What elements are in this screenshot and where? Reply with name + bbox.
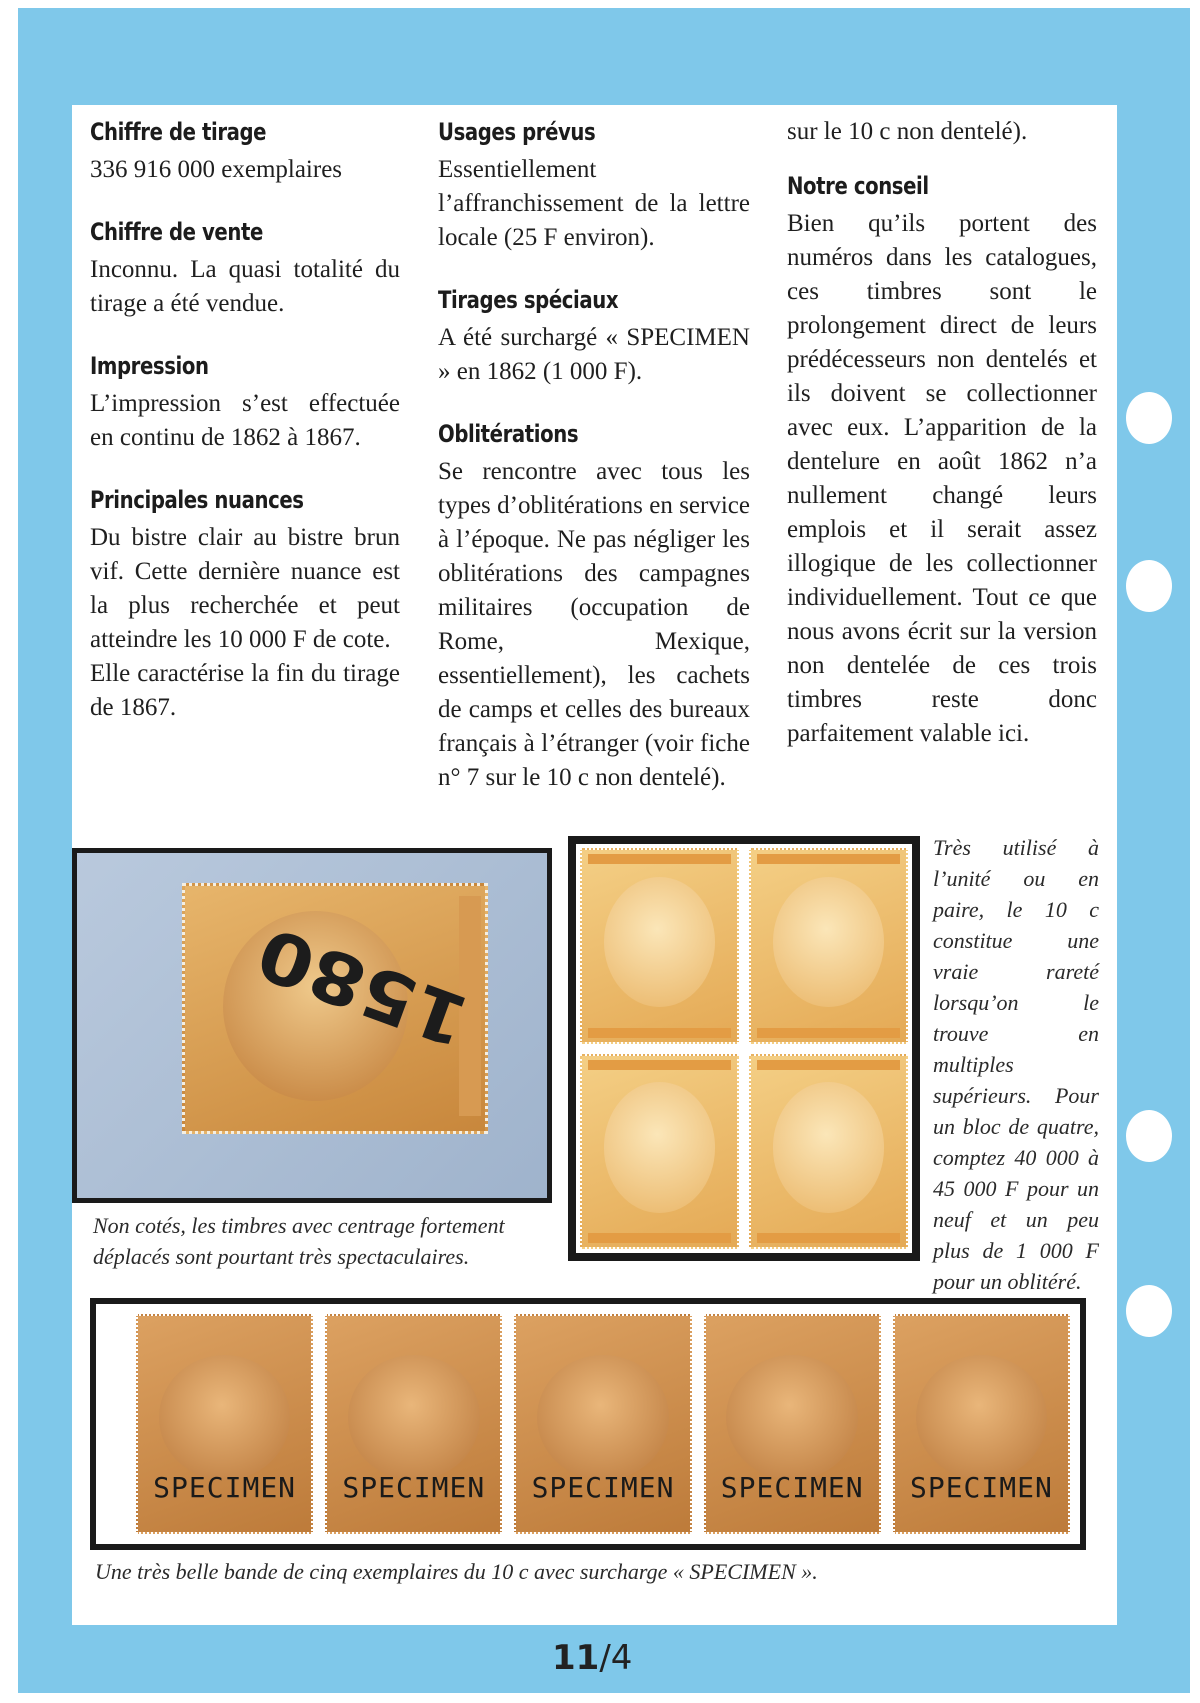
stamp-strip: [96, 1304, 1080, 1544]
portrait-oval: [604, 877, 716, 1007]
stamp-image: [749, 1054, 908, 1250]
specimen-overprint: SPECIMEN: [342, 1471, 486, 1504]
portrait-oval: [773, 877, 885, 1007]
text-tirage: 336 916 000 exemplaires: [90, 156, 343, 183]
portrait-oval: [604, 1082, 716, 1212]
stamp-image: [136, 1314, 313, 1534]
heading-conseil: Notre conseil: [787, 172, 929, 200]
text-impression: L’impression s’est effectuée en continu de 1862 à 1867.: [90, 390, 400, 451]
binder-hole: [1126, 560, 1172, 612]
heading-vente: Chiffre de vente: [90, 218, 263, 246]
binder-hole: [1126, 1285, 1172, 1337]
stamp-image: [580, 848, 739, 1044]
stamp-image: [893, 1314, 1070, 1534]
stamp-block: [576, 844, 912, 1253]
caption-photo3: Une très belle bande de cinq exemplaires du 10 c avec surcharge « SPECIMEN ».: [95, 1559, 818, 1584]
page-number-main: 11: [552, 1638, 600, 1678]
photo-offcenter-stamp: [72, 848, 552, 1203]
heading-tirages-speciaux: Tirages spéciaux: [438, 286, 619, 314]
portrait-oval: [916, 1355, 1048, 1480]
heading-obliterations: Oblitérations: [438, 420, 579, 448]
text-nuances-2: Elle caractérise la fin du tirage de 1867.: [90, 660, 400, 721]
caption-photo1: Non cotés, les timbres avec centrage fortement déplacés sont pourtant très spectaculaires.: [93, 1213, 505, 1269]
text-vente: Inconnu. La quasi totalité du tirage a été vendue.: [90, 256, 400, 317]
text-usages: Essentiellement l’affranchissement de la lettre locale (25 F environ).: [438, 156, 750, 251]
text-obliterations-continued: sur le 10 c non dentelé).: [787, 118, 1028, 145]
page-number: [552, 1638, 632, 1678]
caption-photo2: Très utilisé à l’unité ou en paire, le 10 c constitue une vraie rareté lorsqu’on le trouve en multiples supérieurs. Pour un bloc de quatre, comptez 40 000 à 45 000 F pour un neuf et un peu plus de 1 000 F pour un oblitéré.: [933, 835, 1099, 1294]
stamp-image: [182, 883, 488, 1134]
stamp-image: [749, 848, 908, 1044]
stamp-image: [580, 1054, 739, 1250]
stamp-image: [325, 1314, 502, 1534]
specimen-overprint: SPECIMEN: [720, 1471, 864, 1504]
heading-usages: Usages prévus: [438, 118, 596, 146]
photo-specimen-strip: [90, 1298, 1086, 1550]
text-tirages-speciaux: A été surchargé « SPECIMEN » en 1862 (1 000 F).: [438, 324, 750, 385]
photo-block-of-four: [568, 836, 920, 1261]
portrait-oval: [537, 1355, 669, 1480]
portrait-oval: [159, 1355, 291, 1480]
stamp-image: [514, 1314, 691, 1534]
column-3: [787, 115, 1097, 751]
column-2: [438, 115, 750, 791]
binder-hole: [1126, 392, 1172, 444]
portrait-oval: [773, 1082, 885, 1212]
text-conseil: Bien qu’ils portent des numéros dans les catalogues, ces timbres sont le prolongement direct de leurs prédécesseurs non dentelés et ils doivent se collectionner avec eux. L’apparition de la dentelure en août 1862 n’a nullement changé leurs emplois et il serait assez illogique de les collectionner individuellement. Tout ce que nous avons écrit sur la version non dentelée de ces trois timbres reste donc parfaitement valable ici.: [787, 210, 1097, 747]
specimen-overprint: SPECIMEN: [153, 1471, 297, 1504]
stamp-image: [704, 1314, 881, 1534]
cover-fragment: [77, 853, 547, 1198]
specimen-overprint: SPECIMEN: [909, 1471, 1053, 1504]
binder-hole: [1126, 1110, 1172, 1162]
page-number-sub: /4: [599, 1638, 633, 1678]
cancel-number: 1580: [247, 910, 480, 1062]
portrait-oval: [348, 1355, 480, 1480]
heading-impression: Impression: [90, 352, 209, 380]
specimen-overprint: SPECIMEN: [531, 1471, 675, 1504]
text-nuances: Du bistre clair au bistre brun vif. Cette dernière nuance est la plus recherchée et peut atteindre les 10 000 F de cote.: [90, 524, 400, 653]
column-1: [90, 115, 400, 725]
heading-nuances: Principales nuances: [90, 486, 304, 514]
portrait-oval: [726, 1355, 858, 1480]
heading-tirage: Chiffre de tirage: [90, 118, 267, 146]
text-obliterations: Se rencontre avec tous les types d’oblitérations en service à l’époque. Ne pas négliger les oblitérations des campagnes militaires (occupation de Rome, Mexique, essentiellement), les cachets de camps et celles des bureaux français à l’étranger (voir fiche n° 7 sur le 10 c non dentelé).: [438, 458, 750, 791]
